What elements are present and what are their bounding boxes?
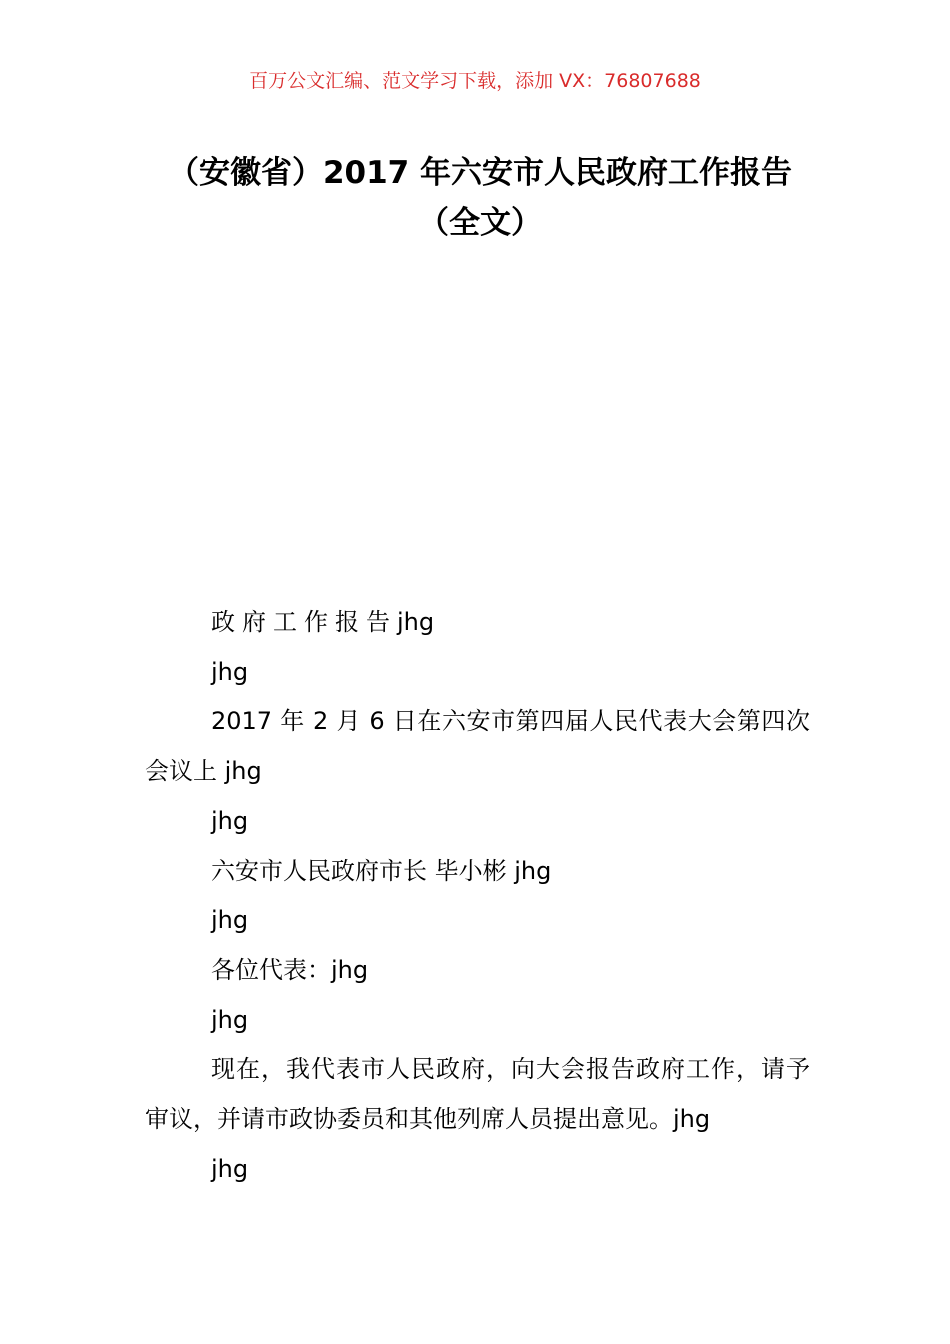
document-body (145, 598, 810, 1194)
report-heading-suffix: jhg (397, 608, 435, 636)
document-title: （安徽省）2017 年六安市人民政府工作报告（全文） (167, 155, 793, 241)
paragraph-date-meeting: 2017 年 2 月 6 日在六安市第四届人民代表大会第四次会议上 jhg (145, 707, 810, 786)
paragraph: jhg (211, 657, 249, 686)
header-watermark-note: 百万公文汇编、范文学习下载，添加 VX：76807688 (249, 70, 701, 92)
paragraph-salutation: 各位代表：jhg (211, 955, 369, 984)
paragraph: jhg (211, 806, 249, 835)
paragraph: jhg (211, 906, 249, 935)
paragraph: jhg (211, 1005, 249, 1034)
paragraph-speaker: 六安市人民政府市长 毕小彬 jhg (211, 856, 552, 885)
paragraph-opening: 现在，我代表市人民政府，向大会报告政府工作，请予审议，并请市政协委员和其他列席人员提出意见。jhg (145, 1055, 810, 1134)
report-heading: 政府工作报告 (211, 608, 397, 636)
paragraph: jhg (211, 1154, 249, 1183)
report-heading-line (145, 598, 810, 648)
